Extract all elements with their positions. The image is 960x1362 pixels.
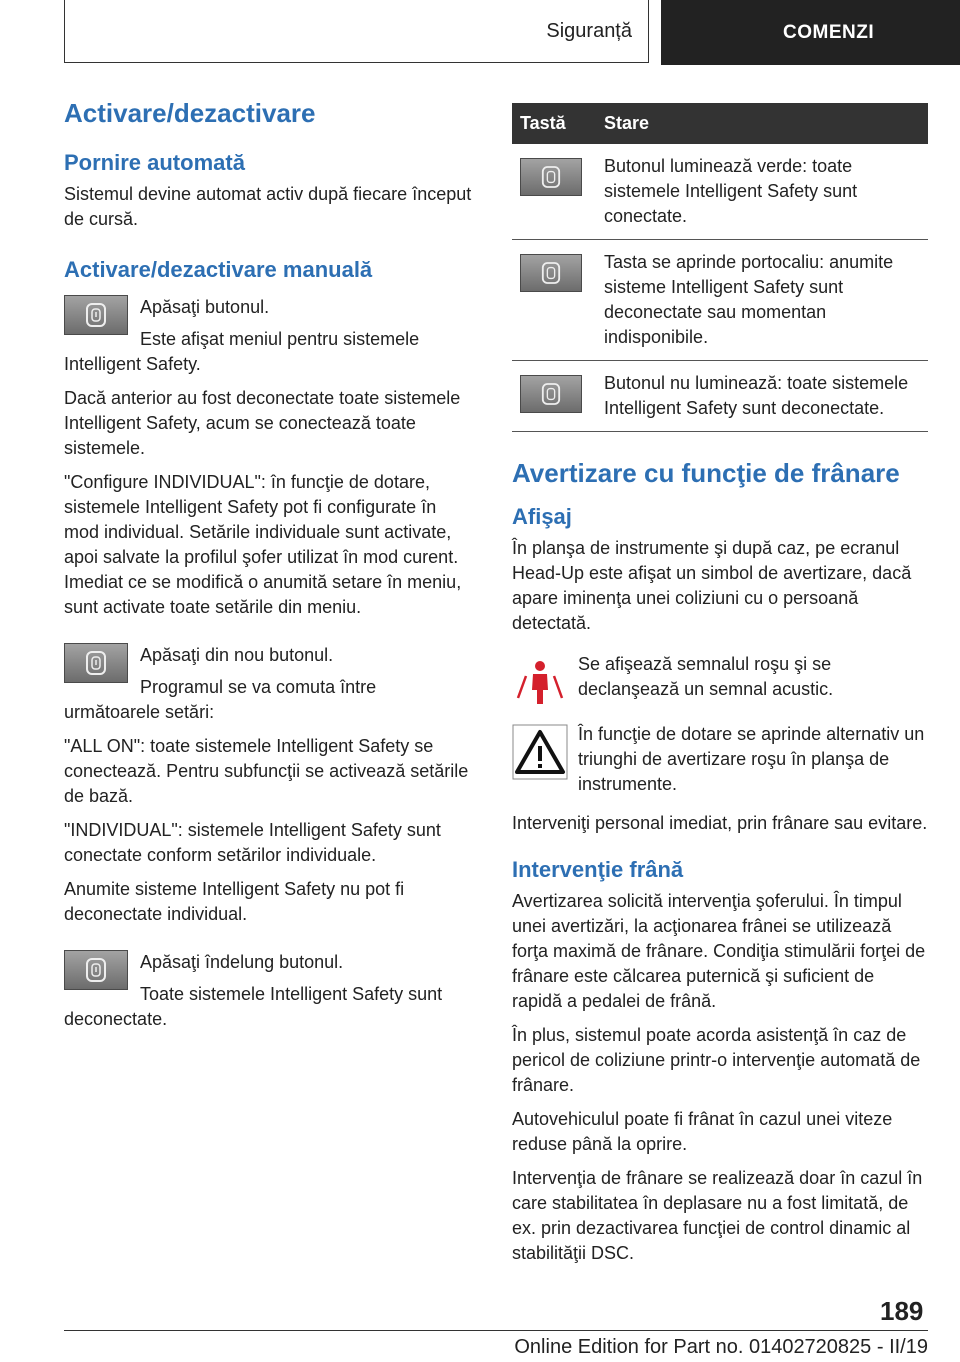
auto-start-heading: Pornire automată — [64, 150, 245, 175]
intelligent-safety-button-icon — [520, 375, 582, 413]
warning-triangle-icon — [512, 724, 568, 780]
intelligent-safety-button-icon — [64, 643, 128, 683]
table-row — [512, 144, 928, 240]
button-state-table — [512, 103, 928, 432]
step-press-button — [64, 295, 476, 343]
step1-result: Este afişat meniul pentru sistemele Intelligent Safety. — [64, 329, 420, 374]
table-header-row — [512, 103, 928, 144]
table-cell-state: Butonul luminează verde: toate sistemele Intelligent Safety sunt conectate. — [596, 144, 928, 240]
section-title: Activare/dezactivare — [64, 98, 316, 128]
pedestrian-warning-icon — [512, 654, 568, 710]
intelligent-safety-button-icon — [520, 158, 582, 196]
step-long-press — [64, 950, 476, 998]
chapter-tab[interactable] — [661, 0, 960, 65]
table-cell-state: Butonul nu luminează: toate sistemele Intelligent Safety sunt deconectate. — [596, 361, 928, 432]
step3-result: Toate sistemele Intelligent Safety sunt deconectate. — [64, 984, 443, 1029]
brake-warning-title: Avertizare cu funcţie de frânare — [512, 458, 900, 488]
paragraph-configure-individual: "Configure INDIVIDUAL": în funcţie de dotare, sistemele Intelligent Safety pot fi configurate în mod individual. Setările individuale sunt activate, apoi salvate la profilul şofer utilizat în mod curent. Imediat ce se modifică o anumită setare în meniu, sunt activate toate setările din meniu. — [64, 472, 462, 617]
footer-divider — [64, 1330, 928, 1331]
symbol-triangle-row — [512, 722, 928, 797]
table-row — [512, 361, 928, 432]
brake-paragraph-3: Autovehiculul poate fi frânat în cazul unei viteze reduse până la oprire. — [512, 1109, 893, 1154]
paragraph-individual: "INDIVIDUAL": sistemele Intelligent Safety sunt conectate conform setărilor individuale. — [64, 820, 441, 865]
table-header-key: Tastă — [512, 103, 596, 144]
brake-paragraph-2: În plus, sistemul poate acorda asistenţă în caz de pericol de coliziune printr-o intervenţie automată de frânare. — [512, 1025, 921, 1095]
left-column — [64, 96, 476, 1041]
brake-paragraph-4: Intervenţia de frânare se realizează doar în cazul în care stabilitatea în deplasare nu a fost limitată, de ex. prin dezactivarea funcţiei de control dinamic al stabilităţii DSC. — [512, 1168, 923, 1263]
table-header-state: Stare — [596, 103, 928, 144]
intervene-text: Interveniţi personal imediat, prin frânare sau evitare. — [512, 813, 928, 833]
table-cell-state: Tasta se aprinde portocaliu: anumite sisteme Intelligent Safety sunt deconectate sau momentan indisponibile. — [596, 240, 928, 361]
paragraph-not-individual: Anumite sisteme Intelligent Safety nu pot fi deconectate individual. — [64, 879, 405, 924]
brake-intervention-heading: Intervenţie frână — [512, 857, 684, 882]
table-row — [512, 240, 928, 361]
display-text: În planşa de instrumente şi după caz, pe ecranul Head-Up este afişat un simbol de avertizare, dacă apare iminenţa unei coliziuni cu o persoană detectată. — [512, 538, 912, 633]
edition-note: Online Edition for Part no. 01402720825 - II/19 — [514, 1336, 928, 1358]
brake-paragraph-1: Avertizarea solicită intervenţia şoferului. În timpul unei avertizări, la acţionarea frânei se utilizează forţa maximă de frânare. Condiţia stimulării forţei de frânare este călcarea puternică şi suficient de rapidă a pedalei de frână. — [512, 891, 926, 1011]
manual-toggle-heading: Activare/dezactivare manuală — [64, 257, 373, 282]
step-press-again — [64, 643, 476, 691]
chapter-tab-label: COMENZI — [783, 21, 875, 43]
intelligent-safety-button-icon — [520, 254, 582, 292]
display-heading: Afişaj — [512, 504, 572, 529]
paragraph-reconnect: Dacă anterior au fost deconectate toate sistemele Intelligent Safety, acum se conectează toate sistemele. — [64, 388, 461, 458]
intelligent-safety-button-icon — [64, 950, 128, 990]
symbol-pedestrian-text: Se afişează semnalul roşu şi se declanşează un semnal acustic. — [578, 654, 834, 699]
auto-start-text: Sistemul devine automat activ după fiecare început de cursă. — [64, 184, 472, 229]
step2-result: Programul se va comuta între următoarele setări: — [64, 677, 377, 722]
step1-instruction: Apăsaţi butonul. — [140, 297, 270, 317]
step2-instruction: Apăsaţi din nou butonul. — [140, 645, 334, 665]
intelligent-safety-button-icon — [64, 295, 128, 335]
page-number: 189 — [880, 1296, 924, 1326]
step3-instruction: Apăsaţi îndelung butonul. — [140, 952, 344, 972]
section-tab-label: Siguranță — [546, 19, 632, 42]
symbol-pedestrian-row — [512, 652, 928, 702]
paragraph-all-on: "ALL ON": toate sistemele Intelligent Safety se conectează. Pentru subfuncţii se activează setările de bază. — [64, 736, 469, 806]
right-column — [512, 103, 928, 1275]
page-header — [0, 0, 960, 66]
section-tab[interactable] — [64, 0, 649, 63]
symbol-triangle-text: În funcţie de dotare se aprinde alternativ un triunghi de avertizare roşu în planşa de instrumente. — [578, 724, 925, 794]
